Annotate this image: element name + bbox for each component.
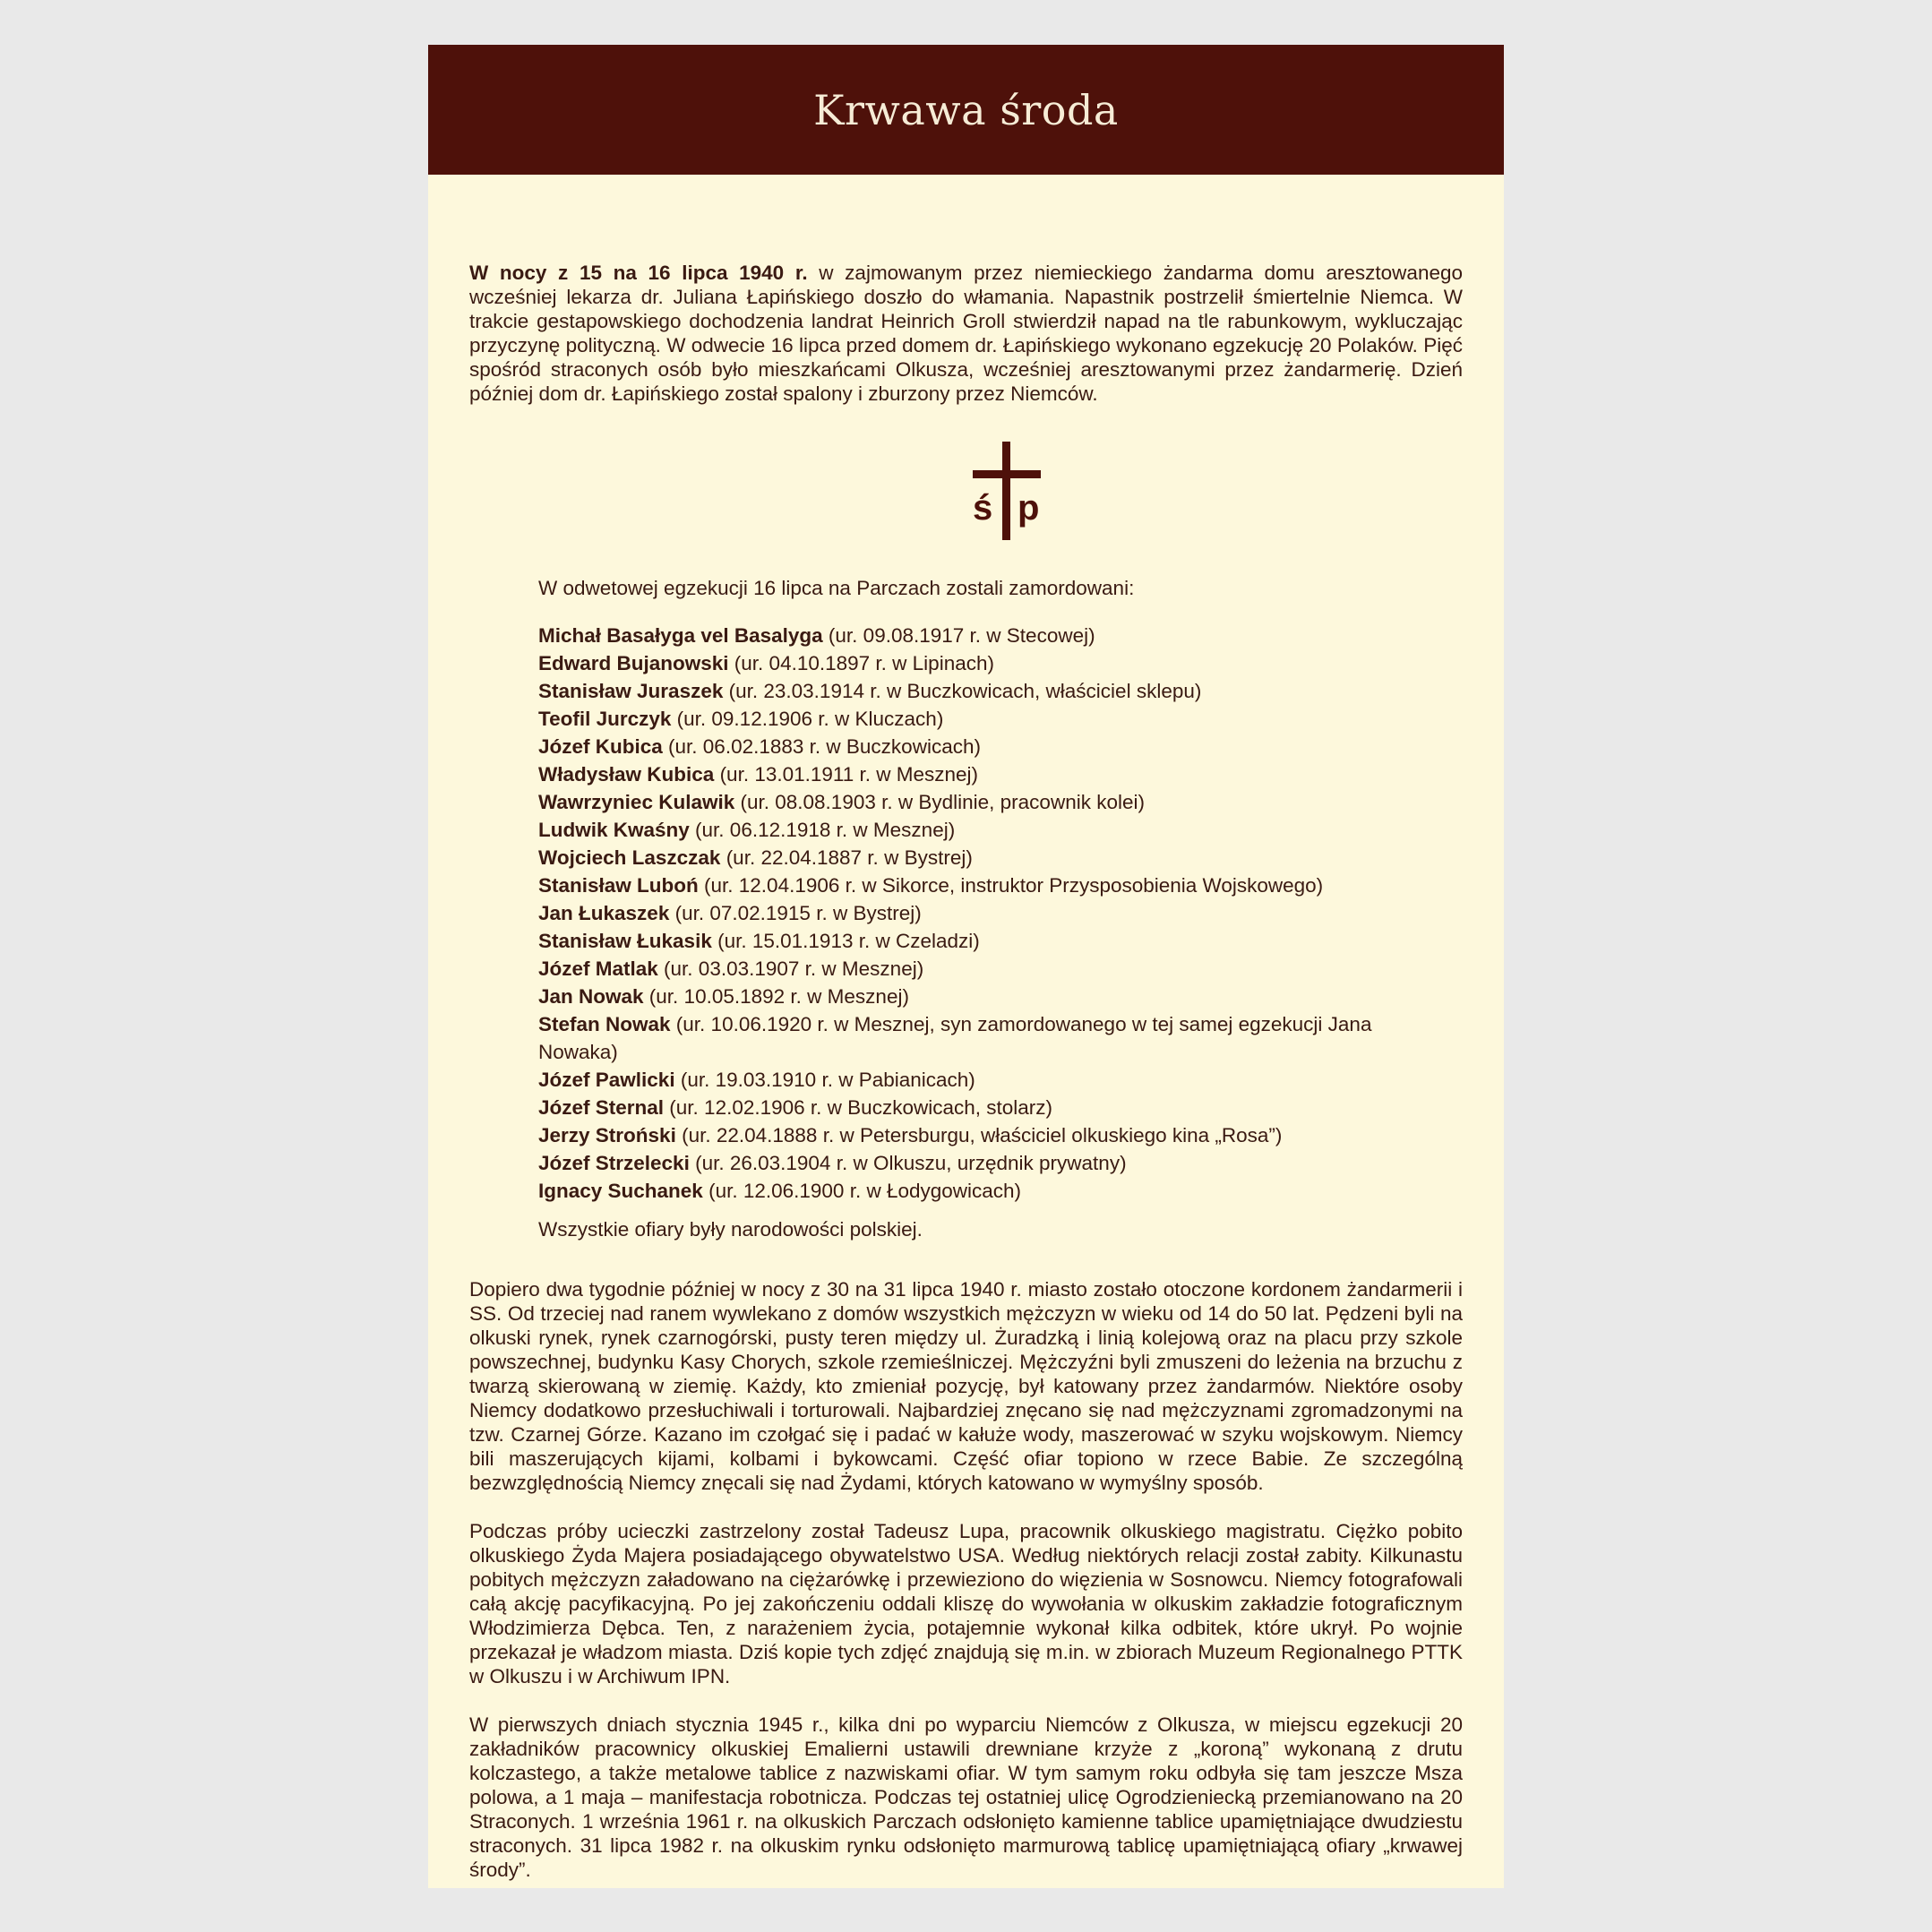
victim-name: Władysław Kubica (538, 763, 715, 786)
intro-text: w zajmowanym przez niemieckiego żandarma domu aresztowanego wcześniej lekarza dr. Juliana Łapińskiego doszło do włamania. Napastnik postrzelił śmiertelnie Niemca. W trakcie gestapowskiego dochodzenia landrat Heinrich Groll stwierdził napad na tle rabunkowym, wykluczając przyczynę polityczną. W odwecie 16 lipca przed domem dr. Łapińskiego wykonano egzekucję 20 Polaków. Pięć spośród straconych osób było mieszkańcami Olkusza, wcześniej aresztowanymi przez żandarmerię. Dzień później dom dr. Łapińskiego został spalony i zburzony przez Niemców. (469, 262, 1463, 405)
memorial-board (428, 45, 1504, 1888)
cross-icon-horizontal (973, 470, 1041, 478)
victim-name: Teofil Jurczyk (538, 708, 672, 730)
victim-item (538, 955, 1398, 983)
victim-item (538, 844, 1398, 872)
victim-details: (ur. 07.02.1915 r. w Bystrej) (669, 902, 922, 924)
victim-details: (ur. 13.01.1911 r. w Mesznej) (714, 763, 979, 786)
victim-item (538, 1177, 1398, 1205)
victim-name: Józef Kubica (538, 735, 663, 758)
victim-details: (ur. 22.04.1887 r. w Bystrej) (720, 846, 973, 869)
victim-details: (ur. 09.08.1917 r. w Stecowej) (822, 624, 1095, 647)
victim-details: (ur. 15.01.1913 r. w Czeladzi) (711, 930, 980, 952)
victim-item (538, 649, 1398, 677)
victim-item (538, 677, 1398, 705)
victim-name: Józef Strzelecki (538, 1152, 690, 1174)
victim-details: (ur. 08.08.1903 r. w Bydlinie, pracownik kolei) (734, 791, 1145, 813)
victim-details: (ur. 23.03.1914 r. w Buczkowicach, właściciel sklepu) (723, 680, 1202, 702)
victim-item (538, 1094, 1398, 1121)
victim-name: Józef Sternal (538, 1096, 665, 1119)
victims-outro: Wszystkie ofiary były narodowości polskiej. (538, 1218, 923, 1241)
victim-name: Jerzy Stroński (538, 1124, 676, 1146)
intro-lead: W nocy z 15 na 16 lipca 1940 r. (469, 262, 808, 284)
cross-symbol (469, 442, 1463, 576)
victim-details: (ur. 04.10.1897 r. w Lipinach) (728, 652, 994, 674)
victim-name: Stefan Nowak (538, 1013, 671, 1035)
victim-item (538, 816, 1398, 844)
victim-name: Stanisław Juraszek (538, 680, 724, 702)
page-title: Krwawa środa (813, 85, 1119, 134)
intro-paragraph (469, 261, 1463, 406)
victim-item (538, 622, 1398, 649)
victim-name: Edward Bujanowski (538, 652, 729, 674)
victim-details: (ur. 26.03.1904 r. w Olkuszu, urzędnik prywatny) (689, 1152, 1127, 1174)
victims-section (469, 576, 1398, 1241)
victim-details: (ur. 06.02.1883 r. w Buczkowicach) (662, 735, 981, 758)
victim-item (538, 1010, 1398, 1066)
victim-details: (ur. 10.06.1920 r. w Mesznej, syn zamordowanego w tej samej egzekucji Jana Nowaka) (538, 1013, 1372, 1063)
cross-letter-left: ś (973, 488, 993, 528)
victim-item (538, 983, 1398, 1010)
victim-item (538, 1149, 1398, 1177)
victim-name: Stanisław Łukasik (538, 930, 712, 952)
victims-list (538, 622, 1398, 1205)
victim-item (538, 705, 1398, 733)
victim-details: (ur. 22.04.1888 r. w Petersburgu, właściciel olkuskiego kina „Rosa”) (675, 1124, 1283, 1146)
victim-details: (ur. 19.03.1910 r. w Pabianicach) (674, 1069, 975, 1091)
paragraph-commemoration: W pierwszych dniach stycznia 1945 r., kilka dni po wyparciu Niemców z Olkusza, w miejscu egzekucji 20 zakładników pracownicy olkuskiej Emalierni ustawili drewniane krzyże z „koroną” wykonaną z drutu kolczastego, a także metalowe tablice z nazwiskami ofiar. W tym samym roku odbyła się tam jeszcze Msza polowa, a 1 maja – manifestacja robotnicza. Podczas tej ostatniej ulicę Ogrodzieniecką przemianowano na 20 Straconych. 1 września 1961 r. na olkuskich Parczach odsłonięto kamienne tablice upamiętniające dwudziestu straconych. 31 lipca 1982 r. na olkuskim rynku odsłonięto marmurową tablicę upamiętniającą ofiary „krwawej środy”. (469, 1713, 1463, 1881)
victim-item (538, 1066, 1398, 1094)
cross-icon-vertical (1002, 442, 1010, 540)
victim-item (538, 733, 1398, 760)
victim-name: Józef Pawlicki (538, 1069, 675, 1091)
victims-intro: W odwetowej egzekucji 16 lipca na Parczach zostali zamordowani: (538, 577, 1135, 599)
paragraph-pacification: Dopiero dwa tygodnie później w nocy z 30 na 31 lipca 1940 r. miasto zostało otoczone kordonem żandarmerii i SS. Od trzeciej nad ranem wywlekano z domów wszystkich mężczyzn w wieku od 14 do 50 lat. Pędzeni byli na olkuski rynek, rynek czarnogórski, pusty teren między ul. Żuradzką i linią kolejową oraz na placu przy szkole powszechnej, budynku Kasy Chorych, szkole rzemieślniczej. Mężczyźni byli zmuszeni do leżenia na brzuchu z twarzą skierowaną w ziemię. Każdy, kto zmieniał pozycję, był katowany przez żandarmów. Niektóre osoby Niemcy dodatkowo przesłuchiwali i torturowali. Najbardziej znęcano się nad mężczyznami zgromadzonymi na tzw. Czarnej Górze. Kazano im czołgać się i padać w kałuże wody, maszerować w szyku wojskowym. Niemcy bili maszerujących kijami, kolbami i bykowcami. Część ofiar topiono w rzece Babie. Ze szczególną bezwzględnością Niemcy znęcali się nad Żydami, których katowano w wymyślny sposób. (469, 1278, 1463, 1494)
victim-name: Ludwik Kwaśny (538, 819, 690, 841)
victim-details: (ur. 12.02.1906 r. w Buczkowicach, stolarz) (664, 1096, 1052, 1119)
victim-item (538, 899, 1398, 927)
victim-name: Jan Łukaszek (538, 902, 670, 924)
victim-details: (ur. 03.03.1907 r. w Mesznej) (657, 957, 924, 980)
victim-item (538, 927, 1398, 955)
board-content (428, 261, 1504, 1882)
victim-details: (ur. 12.06.1900 r. w Łodygowicach) (702, 1180, 1022, 1202)
victim-item (538, 788, 1398, 816)
cross-letter-right: p (1018, 488, 1040, 528)
victim-name: Ignacy Suchanek (538, 1180, 703, 1202)
victim-details: (ur. 10.05.1892 r. w Mesznej) (643, 985, 909, 1008)
victim-item (538, 760, 1398, 788)
paragraph-aftermath: Podczas próby ucieczki zastrzelony został Tadeusz Lupa, pracownik olkuskiego magistratu. Ciężko pobito olkuskiego Żyda Majera posiadającego obywatelstwo USA. Według niektórych relacji został zabity. Kilkunastu pobitych mężczyzn załadowano na ciężarówkę i przewieziono do więzienia w Sosnowcu. Niemcy fotografowali całą akcję pacyfikacyjną. Po jej zakończeniu oddali kliszę do wywołania w olkuskim zakładzie fotograficznym Włodzimierza Dębca. Ten, z narażeniem życia, potajemnie wykonał kilka odbitek, które ukrył. Po wojnie przekazał je władzom miasta. Dziś kopie tych zdjęć znajdują się m.in. w zbiorach Muzeum Regionalnego PTTK w Olkuszu i w Archiwum IPN. (469, 1520, 1463, 1687)
victim-name: Wawrzyniec Kulawik (538, 791, 735, 813)
victim-details: (ur. 09.12.1906 r. w Kluczach) (671, 708, 944, 730)
victim-name: Michał Basałyga vel Basalyga (538, 624, 823, 647)
victim-details: (ur. 06.12.1918 r. w Mesznej) (689, 819, 956, 841)
title-banner (428, 45, 1504, 175)
victim-name: Stanisław Luboń (538, 874, 699, 897)
victim-item (538, 1121, 1398, 1149)
victim-details: (ur. 12.04.1906 r. w Sikorce, instruktor Przysposobienia Wojskowego) (698, 874, 1324, 897)
victim-name: Wojciech Laszczak (538, 846, 721, 869)
victim-item (538, 872, 1398, 899)
victim-name: Jan Nowak (538, 985, 644, 1008)
victim-name: Józef Matlak (538, 957, 658, 980)
